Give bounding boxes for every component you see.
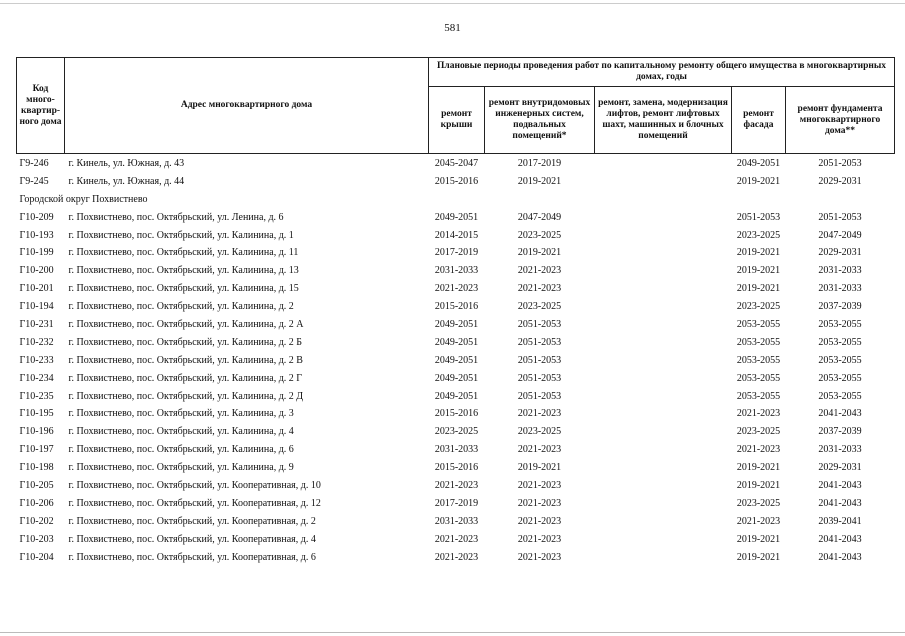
cell-code: Г10-204: [19, 551, 54, 563]
cell-roof: 2021-2023: [434, 479, 479, 491]
table-row: [17, 298, 895, 316]
cell-roof: 2049-2051: [434, 354, 479, 366]
header-engineering: ремонт внутридомовых инженерных систем, подвальных помещений*: [485, 87, 595, 154]
cell-code: Г10-202: [19, 515, 54, 527]
top-edge-line: [0, 3, 905, 4]
cell-foundation: 2051-2053: [818, 157, 862, 169]
header-elevators: ремонт, замена, модернизация лифтов, ремонт лифтовых шахт, машинных и блочных помещений: [595, 87, 732, 154]
cell-foundation: 2053-2055: [818, 336, 862, 348]
cell-address: г. Похвистнево, пос. Октябрьский, ул. Калинина, д. 2 Д: [68, 390, 304, 402]
cell-elevators: [595, 531, 732, 549]
cell-address: г. Похвистнево, пос. Октябрьский, ул. Калинина, д. 3: [68, 408, 294, 420]
cell-engineering: 2021-2023: [517, 408, 562, 420]
cell-address: г. Похвистнево, пос. Октябрьский, ул. Калинина, д. 13: [68, 265, 299, 277]
cell-address: г. Похвистнево, пос. Октябрьский, ул. Кооперативная, д. 6: [68, 551, 316, 563]
cell-facade: 2023-2025: [736, 426, 781, 438]
cell-code: Г10-195: [19, 408, 54, 420]
cell-code: Г10-233: [19, 354, 54, 366]
cell-address: г. Похвистнево, пос. Октябрьский, ул. Калинина, д. 4: [68, 426, 294, 438]
cell-code: Г10-231: [19, 318, 54, 330]
table-row: [17, 334, 895, 352]
cell-roof: 2031-2033: [434, 265, 479, 277]
cell-engineering: 2023-2025: [517, 301, 562, 313]
cell-foundation: 2041-2043: [818, 551, 862, 563]
cell-address: г. Похвистнево, пос. Октябрьский, ул. Калинина, д. 2 Б: [68, 336, 303, 348]
cell-elevators: [595, 262, 732, 280]
cell-engineering: 2023-2025: [517, 229, 562, 241]
cell-facade: 2051-2053: [736, 211, 781, 223]
cell-code: Г10-232: [19, 336, 54, 348]
cell-address: г. Похвистнево, пос. Октябрьский, ул. Калинина, д. 2 Г: [68, 372, 303, 384]
cell-facade: 2023-2025: [736, 301, 781, 313]
cell-roof: 2049-2051: [434, 390, 479, 402]
cell-elevators: [595, 513, 732, 531]
cell-elevators: [595, 209, 732, 227]
cell-engineering: 2021-2023: [517, 533, 562, 545]
cell-foundation: 2051-2053: [818, 211, 862, 223]
cell-foundation: 2053-2055: [818, 318, 862, 330]
cell-foundation: 2037-2039: [818, 301, 862, 313]
table-row: [17, 459, 895, 477]
table-row: [17, 495, 895, 513]
cell-roof: 2015-2016: [434, 408, 479, 420]
cell-engineering: 2017-2019: [517, 157, 562, 169]
cell-code: Г10-235: [19, 390, 54, 402]
cell-facade: 2021-2023: [736, 408, 781, 420]
cell-code: Г10-206: [19, 497, 54, 509]
cell-foundation: 2039-2041: [818, 515, 862, 527]
cell-code: Г10-196: [19, 426, 54, 438]
table-row: [17, 388, 895, 406]
cell-engineering: 2051-2053: [517, 354, 562, 366]
cell-roof: 2023-2025: [434, 426, 479, 438]
cell-facade: 2019-2021: [736, 533, 781, 545]
cell-address: г. Похвистнево, пос. Октябрьский, ул. Калинина, д. 9: [68, 462, 294, 474]
cell-facade: 2019-2021: [736, 462, 781, 474]
table-row: [17, 352, 895, 370]
table-row: [17, 477, 895, 495]
cell-code: Г10-193: [19, 229, 54, 241]
cell-engineering: 2023-2025: [517, 426, 562, 438]
cell-address: г. Кинель, ул. Южная, д. 44: [68, 175, 185, 187]
cell-code: Г9-245: [19, 175, 49, 187]
cell-facade: 2053-2055: [736, 336, 781, 348]
cell-elevators: [595, 549, 732, 567]
table-row: [17, 154, 895, 173]
header-code: Код много-квартир-ного дома: [17, 58, 65, 154]
cell-foundation: 2041-2043: [818, 408, 862, 420]
cell-elevators: [595, 477, 732, 495]
cell-foundation: 2031-2033: [818, 265, 862, 277]
cell-elevators: [595, 244, 732, 262]
cell-address: г. Кинель, ул. Южная, д. 43: [68, 157, 185, 169]
cell-address: г. Похвистнево, пос. Октябрьский, ул. Калинина, д. 11: [68, 247, 299, 259]
cell-address: г. Похвистнево, пос. Октябрьский, ул. Калинина, д. 2 А: [68, 318, 304, 330]
cell-facade: 2053-2055: [736, 318, 781, 330]
cell-elevators: [595, 154, 732, 173]
table-body: [17, 154, 895, 567]
cell-address: г. Похвистнево, пос. Октябрьский, ул. Кооперативная, д. 4: [68, 533, 316, 545]
cell-facade: 2019-2021: [736, 551, 781, 563]
cell-code: Г10-200: [19, 265, 54, 277]
cell-elevators: [595, 459, 732, 477]
cell-roof: 2031-2033: [434, 515, 479, 527]
cell-foundation: 2041-2043: [818, 533, 862, 545]
cell-elevators: [595, 280, 732, 298]
cell-foundation: 2047-2049: [818, 229, 862, 241]
cell-engineering: 2051-2053: [517, 336, 562, 348]
cell-roof: 2014-2015: [434, 229, 479, 241]
cell-code: Г10-201: [19, 283, 54, 295]
cell-elevators: [595, 388, 732, 406]
cell-elevators: [595, 370, 732, 388]
cell-address: г. Похвистнево, пос. Октябрьский, ул. Калинина, д. 6: [68, 444, 294, 456]
cell-elevators: [595, 352, 732, 370]
cell-facade: 2023-2025: [736, 229, 781, 241]
cell-facade: 2053-2055: [736, 372, 781, 384]
cell-roof: 2049-2051: [434, 336, 479, 348]
cell-code: Г10-199: [19, 247, 54, 259]
cell-elevators: [595, 173, 732, 191]
cell-facade: 2053-2055: [736, 354, 781, 366]
group-label: Городской округ Похвистнево: [19, 193, 148, 205]
cell-elevators: [595, 441, 732, 459]
cell-code: Г10-203: [19, 533, 54, 545]
cell-elevators: [595, 405, 732, 423]
table-row: [17, 423, 895, 441]
cell-roof: 2021-2023: [434, 283, 479, 295]
header-foundation: ремонт фундамента многоквартирного дома**: [786, 87, 895, 154]
cell-engineering: 2019-2021: [517, 247, 562, 259]
cell-roof: 2015-2016: [434, 301, 479, 313]
cell-elevators: [595, 227, 732, 245]
cell-foundation: 2031-2033: [818, 283, 862, 295]
cell-engineering: 2021-2023: [517, 497, 562, 509]
bottom-edge-line: [0, 632, 905, 633]
header-address: Адрес многоквартирного дома: [65, 58, 429, 154]
cell-engineering: 2021-2023: [517, 283, 562, 295]
cell-foundation: 2041-2043: [818, 479, 862, 491]
cell-code: Г10-205: [19, 479, 54, 491]
cell-address: г. Похвистнево, пос. Октябрьский, ул. Калинина, д. 2: [68, 301, 294, 313]
cell-elevators: [595, 334, 732, 352]
cell-facade: 2019-2021: [736, 175, 781, 187]
cell-engineering: 2021-2023: [517, 265, 562, 277]
cell-facade: 2053-2055: [736, 390, 781, 402]
cell-address: г. Похвистнево, пос. Октябрьский, ул. Калинина, д. 2 В: [68, 354, 303, 366]
cell-engineering: 2021-2023: [517, 551, 562, 563]
cell-roof: 2017-2019: [434, 247, 479, 259]
header-facade: ремонт фасада: [732, 87, 786, 154]
group-row: [17, 191, 895, 209]
table-row: [17, 441, 895, 459]
cell-engineering: 2021-2023: [517, 515, 562, 527]
table-row: [17, 173, 895, 191]
cell-roof: 2015-2016: [434, 175, 479, 187]
cell-address: г. Похвистнево, пос. Октябрьский, ул. Калинина, д. 15: [68, 283, 299, 295]
cell-engineering: 2051-2053: [517, 318, 562, 330]
table-row: [17, 262, 895, 280]
cell-engineering: 2021-2023: [517, 444, 562, 456]
cell-code: Г10-194: [19, 301, 54, 313]
cell-foundation: 2031-2033: [818, 444, 862, 456]
cell-foundation: 2037-2039: [818, 426, 862, 438]
capital-repair-plan-table: [16, 57, 895, 566]
cell-facade: 2019-2021: [736, 479, 781, 491]
cell-roof: 2045-2047: [434, 157, 479, 169]
cell-address: г. Похвистнево, пос. Октябрьский, ул. Кооперативная, д. 10: [68, 479, 321, 491]
cell-address: г. Похвистнево, пос. Октябрьский, ул. Ленина, д. 6: [68, 211, 284, 223]
cell-elevators: [595, 495, 732, 513]
cell-foundation: 2029-2031: [818, 247, 862, 259]
cell-facade: 2023-2025: [736, 497, 781, 509]
header-periods-title: Плановые периоды проведения работ по капитальному ремонту общего имущества в многоквартирных домах, годы: [429, 58, 895, 87]
cell-roof: 2031-2033: [434, 444, 479, 456]
page-number: 581: [444, 22, 461, 34]
table-row: [17, 531, 895, 549]
cell-address: г. Похвистнево, пос. Октябрьский, ул. Кооперативная, д. 12: [68, 497, 321, 509]
cell-foundation: 2029-2031: [818, 175, 862, 187]
cell-facade: 2049-2051: [736, 157, 781, 169]
cell-foundation: 2053-2055: [818, 354, 862, 366]
table-row: [17, 244, 895, 262]
cell-address: г. Похвистнево, пос. Октябрьский, ул. Калинина, д. 1: [68, 229, 294, 241]
cell-foundation: 2029-2031: [818, 462, 862, 474]
cell-facade: 2019-2021: [736, 265, 781, 277]
cell-engineering: 2051-2053: [517, 390, 562, 402]
cell-facade: 2019-2021: [736, 283, 781, 295]
cell-roof: 2017-2019: [434, 497, 479, 509]
cell-code: Г9-246: [19, 157, 49, 169]
table-row: [17, 227, 895, 245]
cell-foundation: 2041-2043: [818, 497, 862, 509]
cell-engineering: 2019-2021: [517, 175, 562, 187]
cell-foundation: 2053-2055: [818, 372, 862, 384]
cell-roof: 2021-2023: [434, 551, 479, 563]
cell-elevators: [595, 316, 732, 334]
cell-facade: 2019-2021: [736, 247, 781, 259]
cell-code: Г10-197: [19, 444, 54, 456]
cell-roof: 2049-2051: [434, 211, 479, 223]
cell-foundation: 2053-2055: [818, 390, 862, 402]
table-row: [17, 405, 895, 423]
cell-roof: 2021-2023: [434, 533, 479, 545]
cell-engineering: 2021-2023: [517, 479, 562, 491]
cell-roof: 2049-2051: [434, 318, 479, 330]
cell-code: Г10-209: [19, 211, 54, 223]
cell-engineering: 2051-2053: [517, 372, 562, 384]
table-row: [17, 549, 895, 567]
cell-roof: 2049-2051: [434, 372, 479, 384]
cell-code: Г10-234: [19, 372, 54, 384]
cell-facade: 2021-2023: [736, 444, 781, 456]
table-row: [17, 209, 895, 227]
cell-roof: 2015-2016: [434, 462, 479, 474]
cell-code: Г10-198: [19, 462, 54, 474]
header-roof: ремонт крыши: [429, 87, 485, 154]
cell-engineering: 2019-2021: [517, 462, 562, 474]
cell-elevators: [595, 423, 732, 441]
table-row: [17, 370, 895, 388]
table-row: [17, 316, 895, 334]
cell-engineering: 2047-2049: [517, 211, 562, 223]
cell-facade: 2021-2023: [736, 515, 781, 527]
cell-address: г. Похвистнево, пос. Октябрьский, ул. Кооперативная, д. 2: [68, 515, 316, 527]
table-row: [17, 513, 895, 531]
table-row: [17, 280, 895, 298]
cell-elevators: [595, 298, 732, 316]
